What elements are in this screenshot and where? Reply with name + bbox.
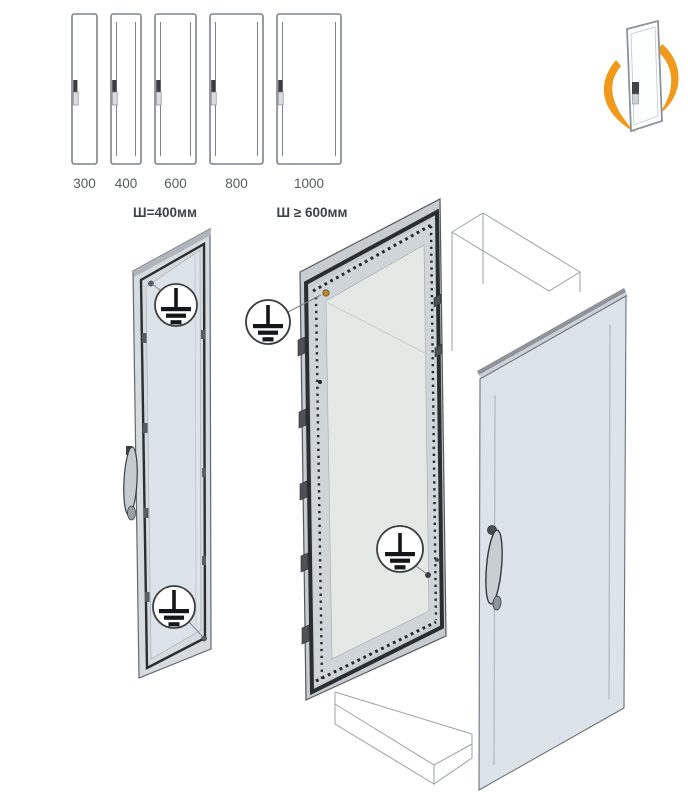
- latch-dot: [435, 558, 439, 562]
- door-size-row: [72, 14, 341, 191]
- door-handle: [112, 80, 116, 92]
- door-size-label: 300: [73, 176, 96, 191]
- plinth-front: [335, 704, 434, 784]
- door-handle-plate: [73, 92, 78, 105]
- door-panel: [326, 245, 429, 659]
- width-400-label: Ш=400мм: [133, 205, 197, 220]
- door-outline: [210, 14, 263, 164]
- door-handle: [73, 80, 77, 92]
- door-size-label: 1000: [293, 176, 325, 191]
- inner-door-400: [122, 229, 211, 678]
- door-size-option-600: [155, 14, 196, 191]
- plinth-side: [434, 744, 472, 784]
- door-handle: [156, 80, 160, 92]
- door-outline: [155, 14, 196, 164]
- inner-door-600: [246, 199, 446, 700]
- icon-door-handle: [632, 82, 639, 94]
- ground-screw: [148, 281, 153, 286]
- door-size-option-400: [111, 14, 141, 191]
- door-size-option-1000: [277, 14, 341, 191]
- door-handle-plate: [278, 92, 283, 105]
- gold-ground-screw: [323, 290, 329, 296]
- width-600plus-label: Ш ≥ 600мм: [276, 205, 348, 220]
- icon-door-handle-plate: [633, 94, 639, 104]
- door-outline: [277, 14, 341, 164]
- door-size-option-300: [72, 14, 97, 191]
- door-handle: [278, 80, 282, 92]
- door-size-label: 800: [225, 176, 248, 191]
- door-handle-plate: [156, 92, 161, 105]
- door-handle-plate: [112, 92, 117, 105]
- front-door-panel: [477, 288, 628, 790]
- door-size-label: 600: [164, 176, 187, 191]
- door-handle: [211, 80, 215, 92]
- door-size-label: 400: [114, 176, 138, 191]
- cabinet-top-face: [452, 213, 580, 291]
- door-handle-plate: [211, 92, 216, 105]
- swing-direction-icon: [604, 21, 679, 133]
- door-size-option-800: [210, 14, 263, 191]
- perf-strip-screw: [318, 380, 322, 384]
